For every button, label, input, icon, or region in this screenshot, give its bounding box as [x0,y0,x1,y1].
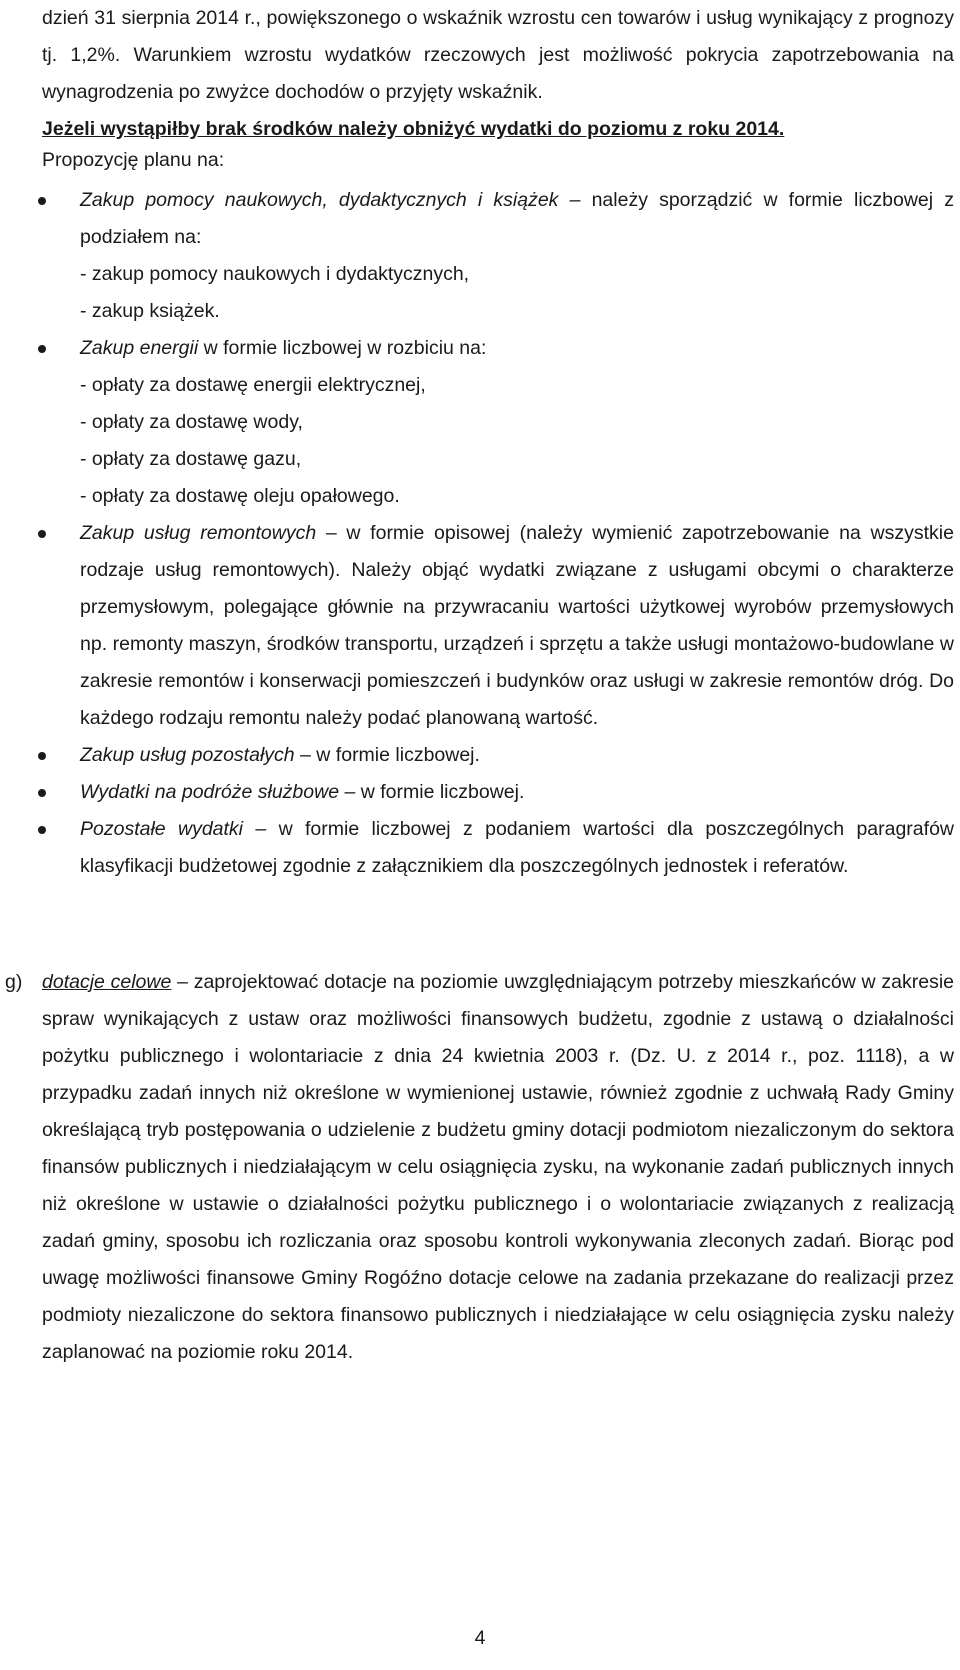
list-item [0,737,960,774]
item-title: Zakup usług remontowych [80,522,317,544]
sub-item: - zakup pomocy naukowych i dydaktycznych, [80,263,470,285]
item-title: Pozostałe wydatki [80,818,244,840]
item-text: – w formie liczbowej z podaniem wartości dla poszczególnych paragrafów klasyfikacji budżetowej zgodnie z załącznikiem dla poszczególnych jednostek i referatów. [80,818,954,877]
bullet-icon [38,197,46,205]
intro-bold-warning: Jeżeli wystąpiłby brak środków należy obniżyć wydatki do poziomu z roku 2014. [42,118,785,140]
item-title: Zakup pomocy naukowych, dydaktycznych i książek [80,189,559,211]
item-text: – w formie liczbowej. [294,744,480,766]
section-title: dotacje celowe [42,971,172,993]
section-marker: g) [5,971,23,993]
expense-list [0,182,960,885]
bullet-icon [38,530,46,538]
sub-item: - opłaty za dostawę wody, [80,411,303,433]
bullet-icon [38,789,46,797]
page-number: 4 [474,1627,486,1649]
list-item [0,811,960,885]
list-item [0,515,960,737]
item-text: – w formie opisowej (należy wymienić zapotrzebowanie na wszystkie rodzaje usług remontowych). Należy objąć wydatki związane z usługami obcymi o charakterze przemysłowym, polegające głównie na przywracaniu wartości użytkowej wyrobów przemysłowych np. remonty maszyn, środków transportu, urządzeń i sprzętu a także usługi montażowo-budowlane w zakresie remontów i konserwacji pomieszczeń i budynków oraz usługi w zakresie remontów dróg. Do każdego rodzaju remontu należy podać planowaną wartość. [80,522,954,729]
list-item [0,330,960,515]
item-title: Wydatki na podróże służbowe [80,781,340,803]
section-text: – zaprojektować dotacje na poziomie uwzględniającym potrzeby mieszkańców w zakresie spraw wynikających z ustaw oraz możliwości finansowych budżetu, zgodnie z ustawą o działalności pożytku publicznego i wolontariacie z dnia 24 kwietnia 2003 r. (Dz. U. z 2014 r., poz. 1118), a w przypadku zadań innych niż określone w wymienionej ustawie, również zgodnie z uchwałą Rady Gminy określającą tryb postępowania o udzielenie z budżetu gminy dotacji podmiotom niezaliczonym do sektora finansów publicznych i niedziałającym w celu osiągnięcia zysku, na wykonanie zadań publicznych innych niż określone w ustawie o działalności pożytku publicznego i o wolontariacie związanych z realizacją zadań gminy, sposobu ich rozliczania oraz sposobu kontroli wykonywania zleconych zadań. Biorąc pod uwagę możliwości finansowe Gminy Rogóźno dotacje celowe na zadania przekazane do realizacji przez podmioty niezaliczone do sektora finansowo publicznych i niedziałające w celu osiągnięcia zysku należy zaplanować na poziomie roku 2014. [42,971,954,1363]
item-text: w formie liczbowej w rozbiciu na: [198,337,487,359]
intro-text: dzień 31 sierpnia 2014 r., powiększonego o wskaźnik wzrostu cen towarów i usług wynikający z prognozy tj. 1,2%. Warunkiem wzrostu wydatków rzeczowych jest możliwość pokrycia zapotrzebowania na wynagrodzenia po zwyżce dochodów o przyjęty wskaźnik. [42,7,954,103]
list-item [0,774,960,811]
sub-item: - opłaty za dostawę energii elektrycznej, [80,374,426,396]
item-text: – należy sporządzić w formie liczbowej z podziałem na: [80,189,954,248]
sub-item: - opłaty za dostawę gazu, [80,448,302,470]
bullet-icon [38,345,46,353]
bullet-icon [38,752,46,760]
sub-item: - opłaty za dostawę oleju opałowego. [80,485,400,507]
item-text: – w formie liczbowej. [339,781,525,803]
sub-item: - zakup książek. [80,300,220,322]
item-title: Zakup usług pozostałych [80,744,295,766]
bullet-icon [38,826,46,834]
plan-lead: Propozycję planu na: [42,149,225,171]
list-item [0,182,960,330]
intro-paragraph [42,0,954,148]
section-g-body [42,964,954,1371]
section-g [0,964,960,1371]
item-title: Zakup energii [80,337,199,359]
